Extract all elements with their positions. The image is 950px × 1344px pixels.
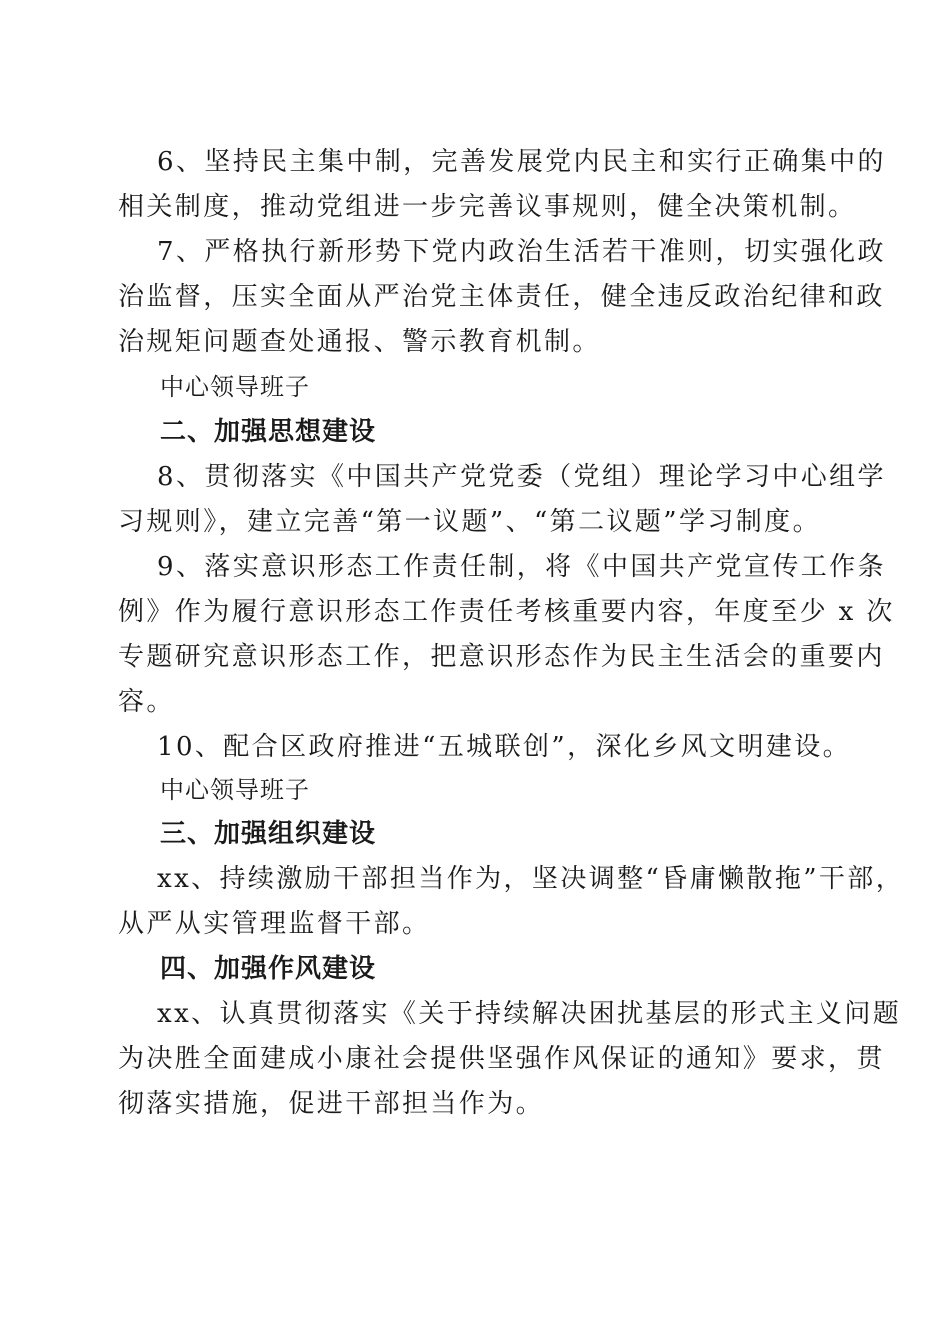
paragraph-line: 6、坚持民主集中制，完善发展党内民主和实行正确集中的 [157,147,886,177]
paragraph-line: 彻落实措施，促进干部担当作为。 [118,1089,545,1119]
paragraph-line: 专题研究意识形态工作，把意识形态作为民主生活会的重要内 [118,642,885,672]
paragraph-line: xx、认真贯彻落实《关于持续解决困扰基层的形式主义问题 [157,999,902,1029]
paragraph-line: 为决胜全面建成小康社会提供坚强作风保证的通知》要求，贯 [118,1044,885,1074]
paragraph-line: 7、严格执行新形势下党内政治生活若干准则，切实强化政 [157,237,886,267]
paragraph-line: 从严从实管理监督干部。 [118,909,431,939]
paragraph-line: 容。 [118,687,175,717]
paragraph-line: 8、贯彻落实《中国共产党党委（党组）理论学习中心组学 [157,462,886,492]
paragraph-line: 9、落实意识形态工作责任制，将《中国共产党宣传工作条 [157,552,886,582]
paragraph-line: 习规则》，建立完善“第一议题”、“第二议题”学习制度。 [118,507,821,537]
paragraph-line: 例》作为履行意识形态工作责任考核重要内容，年度至少 x 次 [118,597,895,627]
paragraph-line: 相关制度，推动党组进一步完善议事规则，健全决策机制。 [118,192,857,222]
paragraph-line: 治规矩问题查处通报、警示教育机制。 [118,327,601,357]
responsible-party-label: 中心领导班子 [160,776,310,804]
section-heading: 二、加强思想建设 [160,417,377,447]
section-heading: 三、加强组织建设 [160,819,377,849]
paragraph-line: 治监督，压实全面从严治党主体责任，健全违反政治纪律和政 [118,282,885,312]
paragraph-line: xx、持续激励干部担当作为，坚决调整“昏庸懒散拖”干部， [157,864,905,894]
paragraph-line: 10、配合区政府推进“五城联创”，深化乡风文明建设。 [157,732,852,762]
section-heading: 四、加强作风建设 [160,954,377,984]
responsible-party-label: 中心领导班子 [160,373,310,401]
